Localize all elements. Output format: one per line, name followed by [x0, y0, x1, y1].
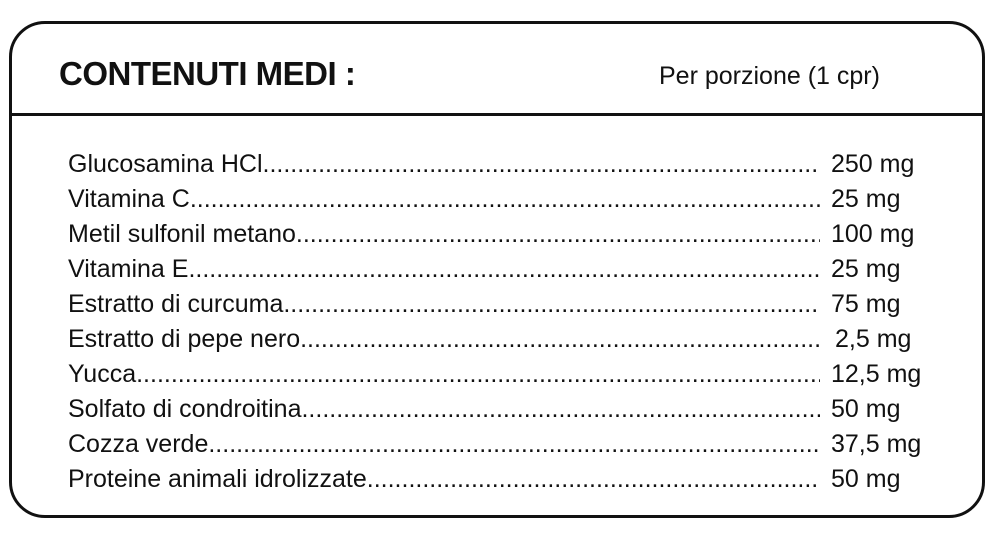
ingredient-row — [68, 394, 942, 429]
ingredient-list — [68, 149, 942, 499]
ingredient-amount: 50 mg — [831, 395, 901, 423]
ingredient-row — [68, 289, 942, 324]
ingredient-name: Vitamina C ..... — [68, 184, 820, 214]
ingredient-amount: 2,5 mg — [835, 325, 912, 353]
ingredient-name: Cozza verde ..... — [68, 429, 820, 459]
ingredient-amount: 37,5 mg — [831, 430, 922, 458]
ingredient-amount: 250 mg — [831, 150, 915, 178]
ingredient-name: Proteine animali idrolizzate ..... — [68, 464, 820, 494]
nutrition-panel — [9, 21, 985, 518]
ingredient-amount: 75 mg — [831, 290, 901, 318]
ingredient-amount: 25 mg — [831, 255, 901, 283]
ingredient-amount: 12,5 mg — [831, 360, 922, 388]
ingredient-row — [68, 184, 942, 219]
ingredient-row — [68, 429, 942, 464]
ingredient-row — [68, 149, 942, 184]
ingredient-row — [68, 324, 942, 359]
ingredient-name: Yucca ..... — [68, 359, 820, 389]
ingredient-name: Solfato di condroitina ..... — [68, 394, 820, 424]
ingredient-name: Metil sulfonil metano ..... — [68, 219, 820, 249]
ingredient-name: Glucosamina HCl ..... — [68, 149, 820, 179]
ingredient-row — [68, 359, 942, 394]
ingredient-amount: 25 mg — [831, 185, 901, 213]
ingredient-amount: 50 mg — [831, 465, 901, 493]
ingredient-name: Estratto di pepe nero ..... — [68, 324, 820, 354]
serving-size-label: Per porzione (1 cpr) — [659, 62, 880, 90]
ingredient-name: Vitamina E ..... — [68, 254, 820, 284]
panel-title: CONTENUTI MEDI : — [59, 55, 356, 92]
panel-header — [12, 24, 982, 116]
ingredient-row — [68, 219, 942, 254]
ingredient-amount: 100 mg — [831, 220, 915, 248]
ingredient-row — [68, 254, 942, 289]
ingredient-row — [68, 464, 942, 499]
ingredient-name: Estratto di curcuma ..... — [68, 289, 820, 319]
